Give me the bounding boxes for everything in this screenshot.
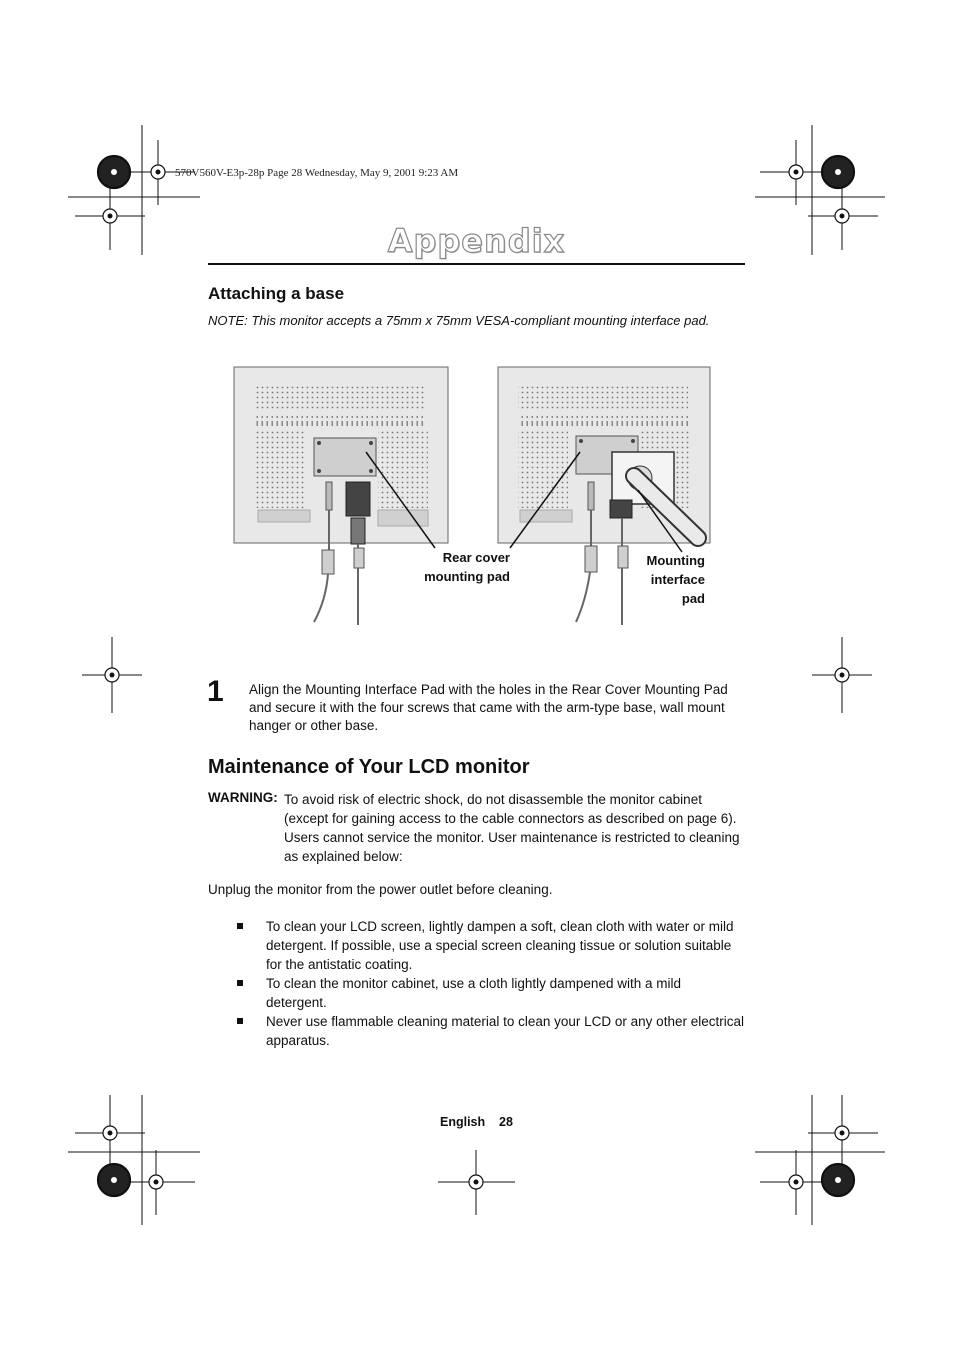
bullet-text: To clean your LCD screen, lightly dampen a soft, clean cloth with water or mild detergent. If possible, use a special screen cleaning tissue or solution suitable for the antistatic coating.: [266, 919, 734, 972]
warning-text: To avoid risk of electric shock, do not disassemble the monitor cabinet (except for gaining access to the cable connectors as described on page 6). Users cannot service the monitor. User maintenance is restricted to cleaning as explained below:: [284, 792, 740, 864]
callout-mounting-interface-pad: [615, 551, 705, 608]
callout-mount-line-1: Mounting: [646, 553, 705, 568]
list-item: [234, 917, 744, 974]
vesa-note: NOTE: This monitor accepts a 75mm x 75mm VESA-compliant mounting interface pad.: [208, 313, 710, 328]
callout-rear-line-2: mounting pad: [424, 569, 510, 584]
footer-page-number: 28: [499, 1115, 513, 1129]
bullet-square-icon: [237, 923, 243, 929]
bullet-square-icon: [237, 980, 243, 986]
bullet-text: Never use flammable cleaning material to clean your LCD or any other electrical apparatus.: [266, 1014, 744, 1048]
footer-language: English: [440, 1115, 486, 1129]
warning-label: WARNING:: [208, 790, 278, 805]
bullet-square-icon: [237, 1018, 243, 1024]
step-number: 1: [207, 675, 224, 708]
callout-rear-cover-mounting-pad: [410, 548, 510, 586]
unplug-instruction: Unplug the monitor from the power outlet before cleaning.: [208, 882, 553, 897]
section-heading-maintenance: Maintenance of Your LCD monitor: [208, 756, 530, 778]
print-header: 570V560V-E3p-28p Page 28 Wednesday, May 9, 2001 9:23 AM: [175, 167, 459, 179]
cleaning-bullet-list: [234, 917, 744, 1050]
callout-mount-line-2: interface: [650, 572, 705, 587]
bullet-text: To clean the monitor cabinet, use a cloth lightly dampened with a mild detergent.: [266, 976, 681, 1010]
list-item: [234, 1012, 744, 1050]
section-heading-attaching-base: Attaching a base: [208, 284, 345, 303]
callout-rear-line-1: Rear cover: [442, 550, 510, 565]
callout-mount-line-3: pad: [681, 591, 705, 606]
chapter-title: Appendix: [387, 222, 566, 260]
title-rule: [208, 263, 745, 265]
list-item: [234, 974, 744, 1012]
monitor-rear-left: [234, 367, 448, 625]
step-instruction: Align the Mounting Interface Pad with the holes in the Rear Cover Mounting Pad and secure it with the four screws that came with the arm-type base, wall mount hanger or other base.: [249, 682, 728, 733]
